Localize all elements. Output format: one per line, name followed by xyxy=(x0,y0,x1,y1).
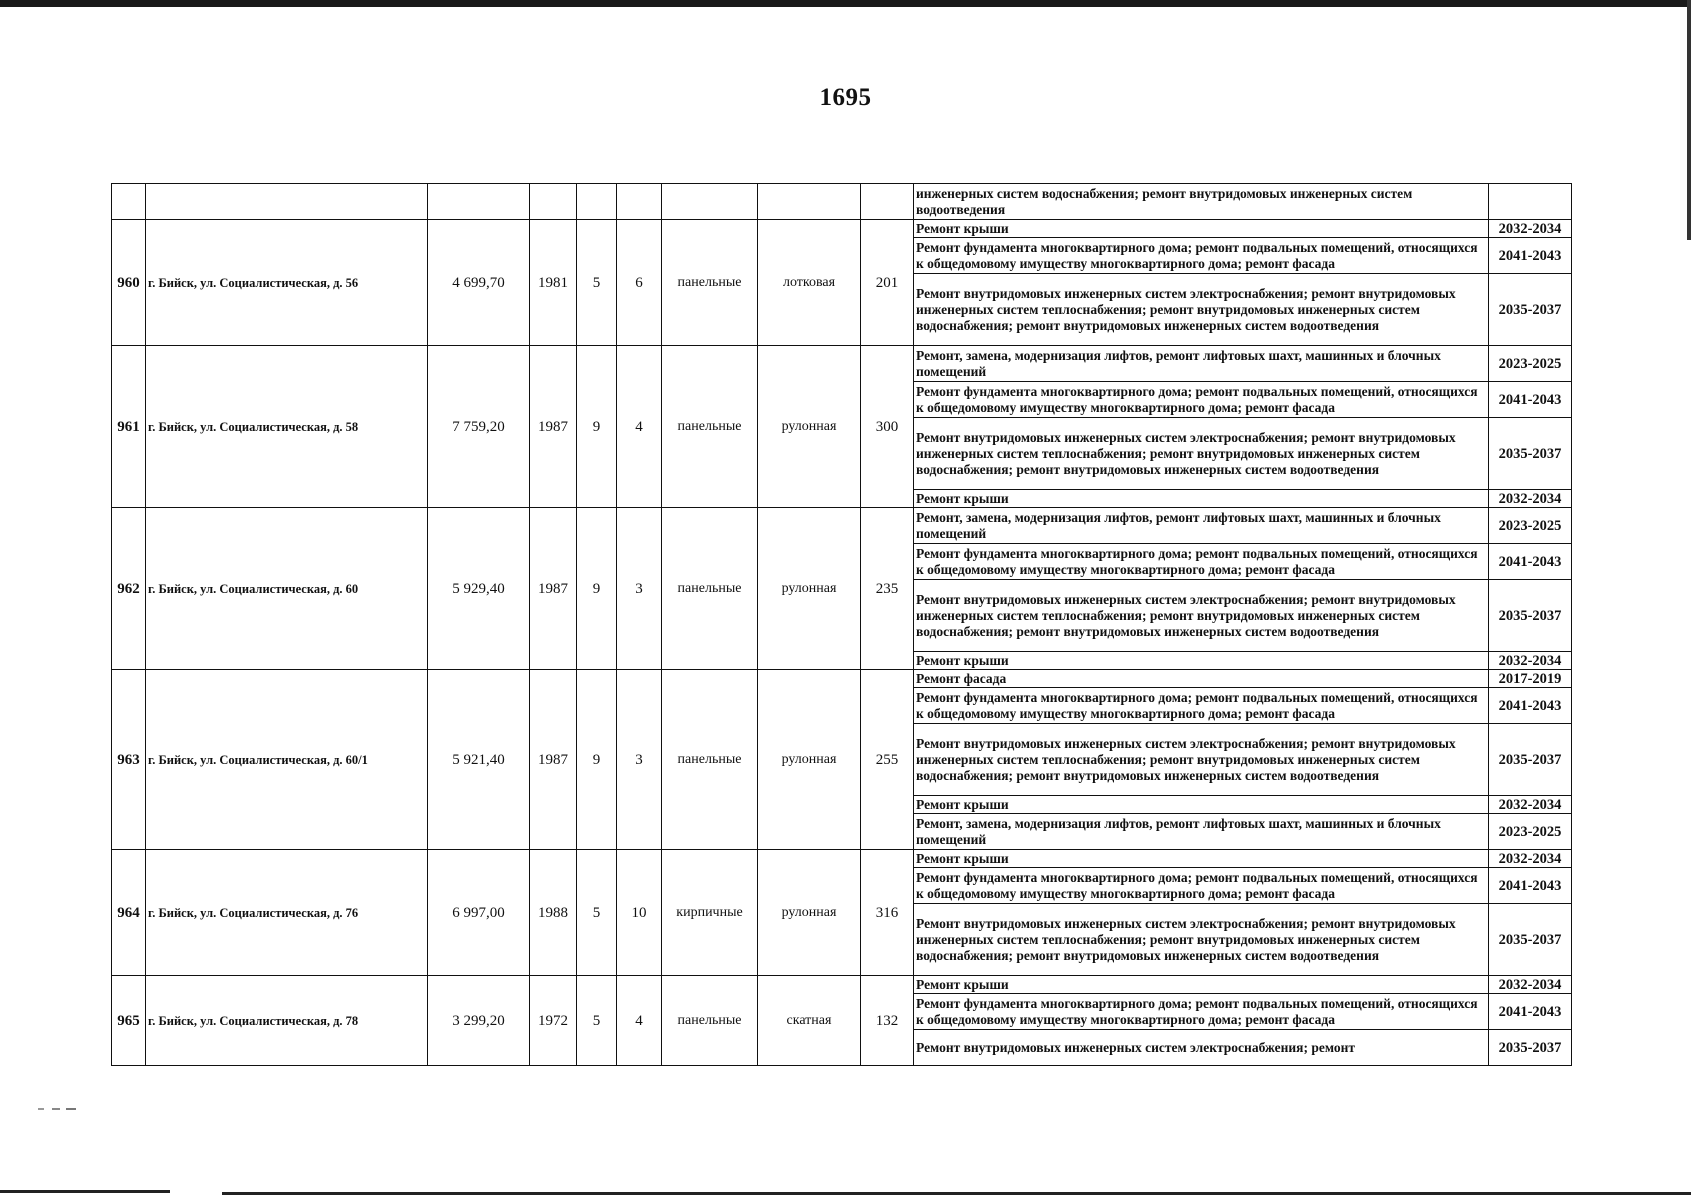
address-cell: г. Бийск, ул. Социалистическая, д. 78 xyxy=(146,976,428,1066)
roof-cell xyxy=(758,184,861,220)
work-period: 2041-2043 xyxy=(1489,238,1572,274)
work-period: 2041-2043 xyxy=(1489,688,1572,724)
walls-cell: панельные xyxy=(662,346,758,508)
work-period: 2041-2043 xyxy=(1489,994,1572,1030)
work-period xyxy=(1489,184,1572,220)
residents-cell: 300 xyxy=(861,346,914,508)
entrances-cell: 6 xyxy=(617,220,662,346)
area-cell: 6 997,00 xyxy=(428,850,530,976)
area-cell: 3 299,20 xyxy=(428,976,530,1066)
work-period: 2023-2025 xyxy=(1489,346,1572,382)
floors-cell: 9 xyxy=(577,670,617,850)
entrances-cell: 10 xyxy=(617,850,662,976)
walls-cell: кирпичные xyxy=(662,850,758,976)
row-number: 964 xyxy=(112,850,146,976)
roof-cell: рулонная xyxy=(758,850,861,976)
work-period: 2032-2034 xyxy=(1489,850,1572,868)
table-row xyxy=(112,670,1572,688)
year-cell: 1987 xyxy=(530,346,577,508)
work-description: Ремонт крыши xyxy=(914,220,1489,238)
work-period: 2035-2037 xyxy=(1489,418,1572,490)
scan-top-edge xyxy=(0,0,1691,7)
entrances-cell: 4 xyxy=(617,976,662,1066)
floors-cell: 5 xyxy=(577,850,617,976)
floors-cell: 9 xyxy=(577,508,617,670)
row-number: 965 xyxy=(112,976,146,1066)
area-cell: 5 921,40 xyxy=(428,670,530,850)
walls-cell: панельные xyxy=(662,220,758,346)
address-cell: г. Бийск, ул. Социалистическая, д. 58 xyxy=(146,346,428,508)
year-cell: 1987 xyxy=(530,670,577,850)
entrances-cell: 3 xyxy=(617,670,662,850)
year-cell xyxy=(530,184,577,220)
work-description: Ремонт фундамента многоквартирного дома; ремонт подвальных помещений, относящихся к общедомовому имуществу многоквартирного дома; ремонт фасада xyxy=(914,868,1489,904)
work-description: Ремонт фасада xyxy=(914,670,1489,688)
table-row xyxy=(112,346,1572,382)
work-description: Ремонт внутридомовых инженерных систем электроснабжения; ремонт внутридомовых инженерных систем теплоснабжения; ремонт внутридомовых инженерных систем водоснабжения; ремонт внутридомовых инженерных систем водоотведения xyxy=(914,580,1489,652)
work-period: 2032-2034 xyxy=(1489,490,1572,508)
work-period: 2023-2025 xyxy=(1489,508,1572,544)
repair-program-table xyxy=(111,183,1572,1066)
work-description: Ремонт фундамента многоквартирного дома; ремонт подвальных помещений, относящихся к общедомовому имуществу многоквартирного дома; ремонт фасада xyxy=(914,382,1489,418)
work-period: 2017-2019 xyxy=(1489,670,1572,688)
work-period: 2035-2037 xyxy=(1489,1030,1572,1066)
table-row xyxy=(112,508,1572,544)
year-cell: 1987 xyxy=(530,508,577,670)
table-row xyxy=(112,220,1572,238)
work-description: Ремонт фундамента многоквартирного дома; ремонт подвальных помещений, относящихся к общедомовому имуществу многоквартирного дома; ремонт фасада xyxy=(914,238,1489,274)
row-number xyxy=(112,184,146,220)
work-description: Ремонт крыши xyxy=(914,796,1489,814)
residents-cell: 201 xyxy=(861,220,914,346)
residents-cell: 132 xyxy=(861,976,914,1066)
work-description: Ремонт крыши xyxy=(914,850,1489,868)
work-description: Ремонт фундамента многоквартирного дома; ремонт подвальных помещений, относящихся к общедомовому имуществу многоквартирного дома; ремонт фасада xyxy=(914,544,1489,580)
work-description: инженерных систем водоснабжения; ремонт внутридомовых инженерных систем водоотведения xyxy=(914,184,1489,220)
work-period: 2035-2037 xyxy=(1489,274,1572,346)
work-period: 2023-2025 xyxy=(1489,814,1572,850)
address-cell: г. Бийск, ул. Социалистическая, д. 56 xyxy=(146,220,428,346)
year-cell: 1981 xyxy=(530,220,577,346)
scan-right-edge xyxy=(1687,0,1691,240)
roof-cell: рулонная xyxy=(758,670,861,850)
address-cell: г. Бийск, ул. Социалистическая, д. 60/1 xyxy=(146,670,428,850)
work-description: Ремонт крыши xyxy=(914,652,1489,670)
roof-cell: рулонная xyxy=(758,346,861,508)
residents-cell: 316 xyxy=(861,850,914,976)
work-description: Ремонт внутридомовых инженерных систем электроснабжения; ремонт внутридомовых инженерных систем теплоснабжения; ремонт внутридомовых инженерных систем водоснабжения; ремонт внутридомовых инженерных систем водоотведения xyxy=(914,418,1489,490)
work-period: 2035-2037 xyxy=(1489,904,1572,976)
work-description: Ремонт, замена, модернизация лифтов, ремонт лифтовых шахт, машинных и блочных помещений xyxy=(914,508,1489,544)
roof-cell: лотковая xyxy=(758,220,861,346)
walls-cell xyxy=(662,184,758,220)
continuation-row xyxy=(112,184,1572,220)
work-description: Ремонт фундамента многоквартирного дома; ремонт подвальных помещений, относящихся к общедомовому имуществу многоквартирного дома; ремонт фасада xyxy=(914,994,1489,1030)
roof-cell: рулонная xyxy=(758,508,861,670)
walls-cell: панельные xyxy=(662,976,758,1066)
area-cell xyxy=(428,184,530,220)
work-period: 2032-2034 xyxy=(1489,652,1572,670)
floors-cell: 9 xyxy=(577,346,617,508)
work-description: Ремонт внутридомовых инженерных систем электроснабжения; ремонт внутридомовых инженерных систем теплоснабжения; ремонт внутридомовых инженерных систем водоснабжения; ремонт внутридомовых инженерных систем водоотведения xyxy=(914,904,1489,976)
work-period: 2041-2043 xyxy=(1489,544,1572,580)
work-description: Ремонт крыши xyxy=(914,976,1489,994)
row-number: 962 xyxy=(112,508,146,670)
work-period: 2041-2043 xyxy=(1489,868,1572,904)
work-description: Ремонт внутридомовых инженерных систем электроснабжения; ремонт внутридомовых инженерных систем теплоснабжения; ремонт внутридомовых инженерных систем водоснабжения; ремонт внутридомовых инженерных систем водоотведения xyxy=(914,724,1489,796)
work-period: 2032-2034 xyxy=(1489,796,1572,814)
walls-cell: панельные xyxy=(662,670,758,850)
roof-cell: скатная xyxy=(758,976,861,1066)
work-period: 2035-2037 xyxy=(1489,580,1572,652)
work-period: 2032-2034 xyxy=(1489,976,1572,994)
work-description: Ремонт, замена, модернизация лифтов, ремонт лифтовых шахт, машинных и блочных помещений xyxy=(914,814,1489,850)
entrances-cell: 4 xyxy=(617,346,662,508)
work-period: 2035-2037 xyxy=(1489,724,1572,796)
area-cell: 4 699,70 xyxy=(428,220,530,346)
row-number: 960 xyxy=(112,220,146,346)
work-description: Ремонт, замена, модернизация лифтов, ремонт лифтовых шахт, машинных и блочных помещений xyxy=(914,346,1489,382)
row-number: 961 xyxy=(112,346,146,508)
address-cell xyxy=(146,184,428,220)
year-cell: 1972 xyxy=(530,976,577,1066)
scan-bottom-edge-right xyxy=(222,1192,1691,1195)
entrances-cell: 3 xyxy=(617,508,662,670)
table-body xyxy=(112,184,1572,1066)
residents-cell: 255 xyxy=(861,670,914,850)
address-cell: г. Бийск, ул. Социалистическая, д. 60 xyxy=(146,508,428,670)
residents-cell xyxy=(861,184,914,220)
work-description: Ремонт внутридомовых инженерных систем электроснабжения; ремонт внутридомовых инженерных систем теплоснабжения; ремонт внутридомовых инженерных систем водоснабжения; ремонт внутридомовых инженерных систем водоотведения xyxy=(914,274,1489,346)
work-description: Ремонт крыши xyxy=(914,490,1489,508)
work-period: 2032-2034 xyxy=(1489,220,1572,238)
table-row xyxy=(112,850,1572,868)
address-cell: г. Бийск, ул. Социалистическая, д. 76 xyxy=(146,850,428,976)
floors-cell xyxy=(577,184,617,220)
residents-cell: 235 xyxy=(861,508,914,670)
page-number: 1695 xyxy=(819,84,872,111)
area-cell: 7 759,20 xyxy=(428,346,530,508)
row-number: 963 xyxy=(112,670,146,850)
walls-cell: панельные xyxy=(662,508,758,670)
work-description: Ремонт фундамента многоквартирного дома; ремонт подвальных помещений, относящихся к общедомовому имуществу многоквартирного дома; ремонт фасада xyxy=(914,688,1489,724)
work-description: Ремонт внутридомовых инженерных систем электроснабжения; ремонт xyxy=(914,1030,1489,1066)
floors-cell: 5 xyxy=(577,976,617,1066)
table-row xyxy=(112,976,1572,994)
area-cell: 5 929,40 xyxy=(428,508,530,670)
work-period: 2041-2043 xyxy=(1489,382,1572,418)
scan-bottom-edge-left xyxy=(0,1190,170,1193)
floors-cell: 5 xyxy=(577,220,617,346)
year-cell: 1988 xyxy=(530,850,577,976)
scan-speck xyxy=(38,1108,76,1110)
entrances-cell xyxy=(617,184,662,220)
